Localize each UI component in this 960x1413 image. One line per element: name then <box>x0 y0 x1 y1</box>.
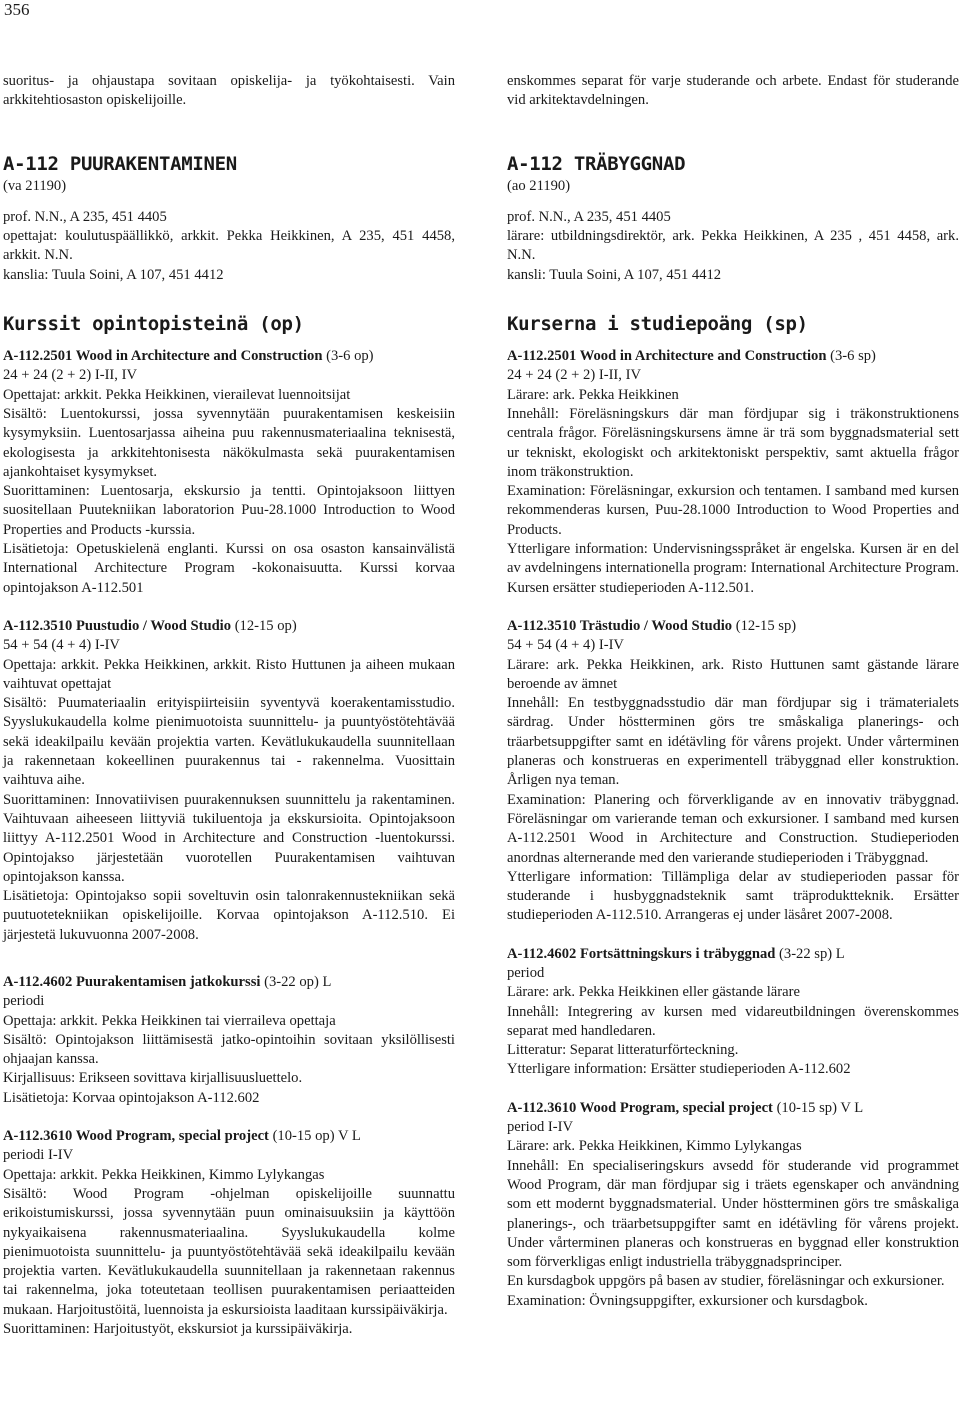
staff-line: kanslia: Tuula Soini, A 107, 451 4412 <box>3 266 224 283</box>
course-title <box>507 945 959 964</box>
course-title <box>507 1099 959 1118</box>
course-line: Examination: Övningsuppgifter, exkursioner och kursdagbok. <box>507 1292 868 1309</box>
course-line: Lisätietoja: Korvaa opintojakson A-112.602 <box>3 1089 260 1106</box>
course-block <box>507 945 959 1080</box>
course-credits: (3-6 op) <box>322 348 374 365</box>
course-line: Lärare: ark. Pekka Heikkinen, ark. Risto Huttunen samt gästande lärare beroende av ämnet <box>507 656 959 692</box>
course-line: Sisältö: Wood Program -ohjelman opiskelijoille suunnattu erikoistumiskurssi, jossa syvennytään puun ominaisuuksiin ja käyttöön nykyaikaisena rakennusmateriaalina. Syyslukukaudella kolme pienimuotoista suunnittelu- ja puuntyöstötehtävää sekä ideakilpailu kevään projektia varten. Kevätlukukaudella suunnitellaan ja rakennetaan rakennus tai rakennelma, joka toteutetaan teollisen puurakentamisen periaatteiden mukaan. Harjoitustöitä, luennoista ja eskursioista laaditaan kurssipäiväkirja. <box>3 1185 455 1318</box>
course-code: A-112.3510 Puustudio / Wood Studio <box>3 617 232 634</box>
course-line: Litteratur: Separat litteraturförteckning. <box>507 1042 739 1059</box>
staff-line: prof. N.N., A 235, 451 4405 <box>3 208 167 225</box>
program-title: A-112 PUURAKENTAMINEN <box>3 152 237 175</box>
page-number: 356 <box>4 0 30 19</box>
course-line: Ytterligare information: Ersätter studieperioden A-112.602 <box>507 1061 851 1078</box>
course-line: Examination: Föreläsningar, exkursion och tentamen. I samband med kursen rekommenderas kursen, Puu-28.1000 Introduction to Wood Properties and Products. <box>507 483 959 538</box>
course-line: En kursdagbok uppgörs på basen av studier, föreläsningar och exkursioner. <box>507 1273 945 1290</box>
course-line: Lärare: ark. Pekka Heikkinen, Kimmo Lylykangas <box>507 1138 802 1155</box>
course-line: Suorittaminen: Harjoitustyöt, ekskursiot ja kurssipäiväkirja. <box>3 1321 353 1338</box>
course-credits: (10-15 sp) V L <box>772 1099 864 1116</box>
staff-line: opettajat: koulutuspäällikkö, arkkit. Pekka Heikkinen, A 235, 451 4458, arkkit. N.N. <box>3 228 455 264</box>
staff-line: prof. N.N., A 235, 451 4405 <box>507 208 671 225</box>
course-code: A-112.4602 Puurakentamisen jatkokurssi <box>3 973 261 990</box>
course-line: Innehåll: Integrering av kursen med vidareutbildningen överenskommes separat med handledaren. <box>507 1003 959 1039</box>
course-code: A-112.2501 Wood in Architecture and Construction <box>3 348 323 365</box>
course-line: Innehåll: En specialiseringskurs avsedd för studerande vid programmet Wood Program, där man fördjupar sig i träets egenskaper och användning som ett modernt byggnadsmaterial. Under höstterminen görs tre småskaliga planerings-, och träarbetsuppgifter samt en idétävling för vårens projekt. Under vårterminen planeras och konstrueras en byggnad eller konstruktion som förverkligas enligt industriella träbyggnadsprinciper. <box>507 1157 959 1271</box>
course-line: Innehåll: En testbyggnadsstudio där man fördjupar sig i trämaterialets särdrag. Under höstterminen görs tre småskaliga planerings- och träarbetsuppgifter samt en idétävling för vårens projekt. Under vårterminen planeras och konstrueras en experimentell träbyggnad eller konstruktion. Årligen nya teman. <box>507 695 959 789</box>
course-line: Sisältö: Luentokurssi, jossa syvennytään puurakentamisen keskeisiin kysymyksiin. Luentosarjassa aiheina puu rakennusmateriaalina teknisestä, ekologisesta ja arkkitehtonisesta näkökulmasta sekä puurakentamisen ajankohtaiset kysymykset. <box>3 405 455 480</box>
course-line: Ytterligare information: Undervisningsspråket är engelska. Kursen är en del av avdelningens internationella program: International Architecture Program. Kursen ersätter studieperioden A-112.501. <box>507 541 959 596</box>
course-credits: (12-15 sp) <box>732 617 797 634</box>
intro-text: enskommes separat för varje studerande och arbete. Endast för studerande vid arkitektavdelningen. <box>507 73 959 109</box>
course-line: 54 + 54 (4 + 4) I-IV <box>507 637 624 654</box>
course-credits: (3-22 op) L <box>260 973 332 990</box>
course-line: Ytterligare information: Tillämpliga delar av studieperioden passar för studerande i husbyggnadsteknik samt träproduktteknik. Ersätter studieperioden A-112.510. Arrangeras ej under läsåret 2007-2008. <box>507 868 959 924</box>
course-line: Sisältö: Opintojakson liittämisestä jatko-opintoihin sovitaan yksilöllisesti ohjaajan kanssa. <box>3 1031 455 1068</box>
course-line: period <box>507 964 545 981</box>
course-line: Innehåll: Föreläsningskurs där man fördjupar sig i träkonstruktionens centrala frågor. Föreläsningskursens ämne är trä som byggnadsmaterial sett ur tekniskt, ekologiskt och arkitektoniskt perspektiv, samt aktuella frågor inom träkonstruktion. <box>507 405 959 480</box>
course-title <box>3 973 455 992</box>
course-code: A-112.2501 Wood in Architecture and Construction <box>507 348 827 365</box>
course-code: A-112.4602 Fortsättningskurs i träbyggnad <box>507 945 776 962</box>
intro-text: suoritus- ja ohjaustapa sovitaan opiskelija- ja työkohtaisesti. Vain arkkitehtiosaston opiskelijoille. <box>3 73 455 109</box>
course-line: Opettajat: arkkit. Pekka Heikkinen, vierailevat luennoitsijat <box>3 386 351 403</box>
course-title <box>3 347 455 366</box>
courses-heading: Kurssit opintopisteinä (op) <box>3 313 304 336</box>
course-line: 24 + 24 (2 + 2) I-II, IV <box>507 367 641 384</box>
course-block <box>507 1099 959 1311</box>
staff-line: lärare: utbildningsdirektör, ark. Pekka Heikkinen, A 235 , 451 4458, ark. N.N. <box>507 228 959 264</box>
program-code: (va 21190) <box>3 177 67 194</box>
course-line: Lisätietoja: Opintojakso sopii soveltuvin osin talonrakennustekniikan sekä puutuotetekniikan opiskelijoille. Korvaa opintojakson A-112.510. Ei järjestetä lukuvuonna 2007-2008. <box>3 888 455 943</box>
course-line: periodi I-IV <box>3 1147 74 1164</box>
program-code: (ao 21190) <box>507 177 571 194</box>
course-code: A-112.3510 Trästudio / Wood Studio <box>507 617 733 634</box>
right-column <box>507 72 959 1311</box>
course-line: Opettaja: arkkit. Pekka Heikkinen, arkkit. Risto Huttunen ja aiheen mukaan vaihtuvat opettajat <box>3 656 455 692</box>
course-title <box>3 1127 455 1146</box>
course-line: 54 + 54 (4 + 4) I-IV <box>3 637 120 654</box>
course-line: Lisätietoja: Opetuskielenä englanti. Kurssi on osa osaston kansainvälistä International Architecture Program -kokonaisuutta. Kurssi korvaa opintojakson A-112.501 <box>3 541 455 596</box>
course-line: 24 + 24 (2 + 2) I-II, IV <box>3 367 137 384</box>
course-credits: (12-15 op) <box>231 617 297 634</box>
staff-line: kansli: Tuula Soini, A 107, 451 4412 <box>507 266 722 283</box>
course-line: Opettaja: arkkit. Pekka Heikkinen tai vierraileva opettaja <box>3 1012 336 1029</box>
left-column <box>3 72 455 1339</box>
course-line: Opettaja: arkkit. Pekka Heikkinen, Kimmo Lylykangas <box>3 1166 325 1183</box>
course-title <box>507 347 959 366</box>
course-code: A-112.3610 Wood Program, special project <box>507 1099 773 1116</box>
course-line: Examination: Planering och förverkligande av en innovativ träbyggnad. Föreläsningar om varierande teman och exkursioner. I samband med kursen A-112.2501 Wood in Architecture and Construction. Studieperioden anordnas alternerande med den varierande studieperioden i Träbyggnad. <box>507 791 959 866</box>
course-credits: (10-15 op) V L <box>268 1128 361 1145</box>
course-line: Lärare: ark. Pekka Heikkinen <box>507 386 679 403</box>
course-line: period I-IV <box>507 1119 574 1136</box>
course-block <box>3 973 455 1108</box>
course-block <box>507 347 959 598</box>
course-block <box>3 347 455 598</box>
course-credits: (3-6 sp) <box>826 348 876 365</box>
courses-heading: Kurserna i studiepoäng (sp) <box>507 313 808 336</box>
program-title: A-112 TRÄBYGGNAD <box>507 152 686 175</box>
course-block <box>3 617 455 945</box>
course-block <box>3 1127 455 1339</box>
course-block <box>507 617 959 926</box>
course-line: periodi <box>3 993 45 1010</box>
course-line: Sisältö: Puumateriaalin erityispiirteisiin syventyvä koerakentamisstudio. Syyslukukaudella kolme pienimuotoista suunnittelu- ja puuntyöstötehtävää sekä ideakilpailu kevään projektia varten. Kevätlukukaudella suunnitellaan ja rakennetaan kokeellinen puurakennus tai - rakennelma. Vuosittain vaihtuva aihe. <box>3 695 455 789</box>
course-line: Lärare: ark. Pekka Heikkinen eller gästande lärare <box>507 984 800 1001</box>
course-title <box>3 617 455 636</box>
course-line: Suorittaminen: Luentosarja, ekskursio ja tentti. Opintojaksoon liittyen suositellaan Puutekniikan laboratorion Puu-28.1000 Introduction to Wood Properties and Products -kurssia. <box>3 483 455 538</box>
course-line: Kirjallisuus: Erikseen sovittava kirjallisuusluettelo. <box>3 1070 303 1087</box>
course-line: Suorittaminen: Innovatiivisen puurakennuksen suunnittelu ja rakentaminen. Vaihtuvaan aiheeseen liittyviä tukiluentoja ja ekskursioita. Opintojaksoon liittyy A-112.2501 Wood in Architecture and Construction -luentokurssi. Opintojakso järjestetään vuorotellen Puurakentamisen vaihtuvan opintojakson kanssa. <box>3 791 455 885</box>
course-credits: (3-22 sp) L <box>775 945 845 962</box>
course-title <box>507 617 959 636</box>
course-code: A-112.3610 Wood Program, special project <box>3 1128 269 1145</box>
